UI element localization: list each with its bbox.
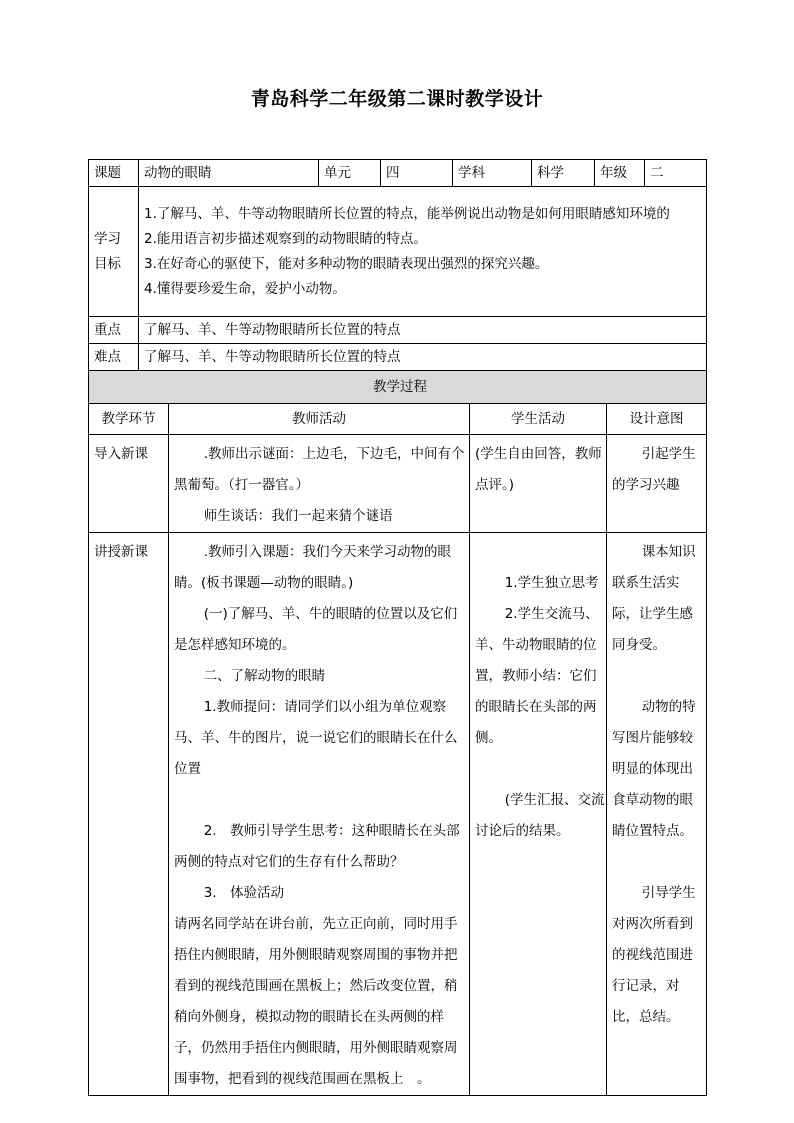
topic-value: 动物的眼睛: [139, 160, 319, 187]
key-point-label: 重点: [89, 317, 139, 344]
grade-label: 年级: [595, 160, 645, 187]
process-row-intro: [89, 435, 707, 533]
teacher-activity-text: 请两名同学站在讲台前，先立正向前，同时用手捂住内侧眼睛，用外侧眼睛观察周围的事物并把看到的视线范围画在黑板上；然后改变位置，稍稍向外侧身，模拟动物的眼睛长在头两侧的样子，仍然用手捂住内侧眼睛，用外侧眼睛观察周围事物，把看到的视线范围画在黑板上 。: [174, 916, 458, 1087]
info-row: [89, 160, 707, 187]
intent-text: 动物的特写图片能够较明显的体现出食草动物的眼睛位置特点。: [612, 699, 696, 839]
teacher-activity-text: 师生谈话：我们一起来猜个谜语: [203, 508, 393, 524]
objective-item: 3.在好奇心的驱使下，能对多种动物的眼睛表现出强烈的探究兴趣。: [144, 255, 549, 272]
intent-cell: [607, 533, 707, 1096]
student-activity-cell: [470, 533, 607, 1096]
teacher-activity-text: .教师引入课题：我们今天来学习动物的眼睛。(板书课题—动物的眼睛。): [174, 544, 451, 591]
topic-label: 课题: [89, 160, 139, 187]
key-point-row: [89, 317, 707, 344]
info-table: [88, 159, 707, 371]
intent-text: 引导学生对两次所看到的视线范围进行记录，对比，总结。: [612, 885, 696, 1025]
teacher-activity-cell: [169, 533, 470, 1096]
subject-value: 科学: [532, 160, 595, 187]
teacher-activity-text: 二、了解动物的眼睛: [203, 668, 326, 684]
objectives-list: [139, 187, 707, 317]
subject-label: 学科: [453, 160, 532, 187]
objective-item: 4.懂得要珍爱生命，爱护小动物。: [144, 280, 346, 297]
stage-cell: 导入新课: [89, 435, 169, 533]
teacher-activity-text: 1.教师提问：请同学们以小组为单位观察马、羊、牛的图片，说一说它们的眼睛长在什么位置: [174, 699, 458, 777]
objective-item: 1.了解马、羊、牛等动物眼睛所长位置的特点，能举例说出动物是如何用眼睛感知环境的: [144, 205, 670, 222]
difficulty-label: 难点: [89, 344, 139, 371]
process-header: 教学过程: [89, 371, 707, 404]
intent-text: 课本知识联系生活实际，让学生感同身受。: [612, 544, 696, 653]
grade-value: 二: [645, 160, 707, 187]
difficulty-row: [89, 344, 707, 371]
objectives-row: [89, 187, 707, 317]
objective-item: 2.能用语言初步描述观察到的动物眼睛的特点。: [144, 230, 427, 247]
objectives-label: [89, 187, 139, 317]
process-header-row: [89, 371, 707, 404]
unit-value: 四: [381, 160, 453, 187]
process-row-new-lesson: [89, 533, 707, 1096]
process-table: [88, 370, 707, 1096]
difficulty-value: 了解马、羊、牛等动物眼睛所长位置的特点: [139, 344, 707, 371]
objectives-label-line1: 学习: [94, 230, 121, 247]
document-title: 青岛科学二年级第二课时教学设计: [250, 88, 544, 110]
intent-cell: [607, 435, 707, 533]
process-column-row: [89, 404, 707, 435]
column-header-student: 学生活动: [470, 404, 607, 435]
teacher-activity-text: .教师出示谜面：上边毛，下边毛，中间有个黑葡萄。（打一器官。）: [174, 446, 465, 493]
student-activity-cell: [470, 435, 607, 533]
key-point-value: 了解马、羊、牛等动物眼睛所长位置的特点: [139, 317, 707, 344]
unit-label: 单元: [319, 160, 381, 187]
column-header-stage: 教学环节: [89, 404, 169, 435]
intent-text: 引起学生的学习兴趣: [612, 446, 696, 493]
teacher-activity-text: (一)了解马、羊、牛的眼睛的位置以及它们是怎样感知环境的。: [174, 606, 458, 653]
column-header-intent: 设计意图: [607, 404, 707, 435]
stage-cell: 讲授新课: [89, 533, 169, 1096]
student-activity-text: (学生自由回答，教师点评。): [475, 446, 602, 493]
teacher-activity-text: 2. 教师引导学生思考：这种眼睛长在头部两侧的特点对它们的生存有什么帮助？: [174, 823, 460, 870]
teacher-activity-text: 3. 体验活动: [203, 885, 285, 901]
student-activity-text: (学生汇报、交流讨论后的结果。: [475, 792, 605, 839]
teacher-activity-cell: [169, 435, 470, 533]
objectives-label-line2: 目标: [94, 255, 121, 272]
student-activity-text: 1.学生独立思考: [504, 575, 599, 591]
student-activity-text: 2.学生交流马、羊、牛动物眼睛的位置，教师小结：它们的眼睛长在头部的两侧。: [475, 606, 599, 746]
column-header-teacher: 教师活动: [169, 404, 470, 435]
